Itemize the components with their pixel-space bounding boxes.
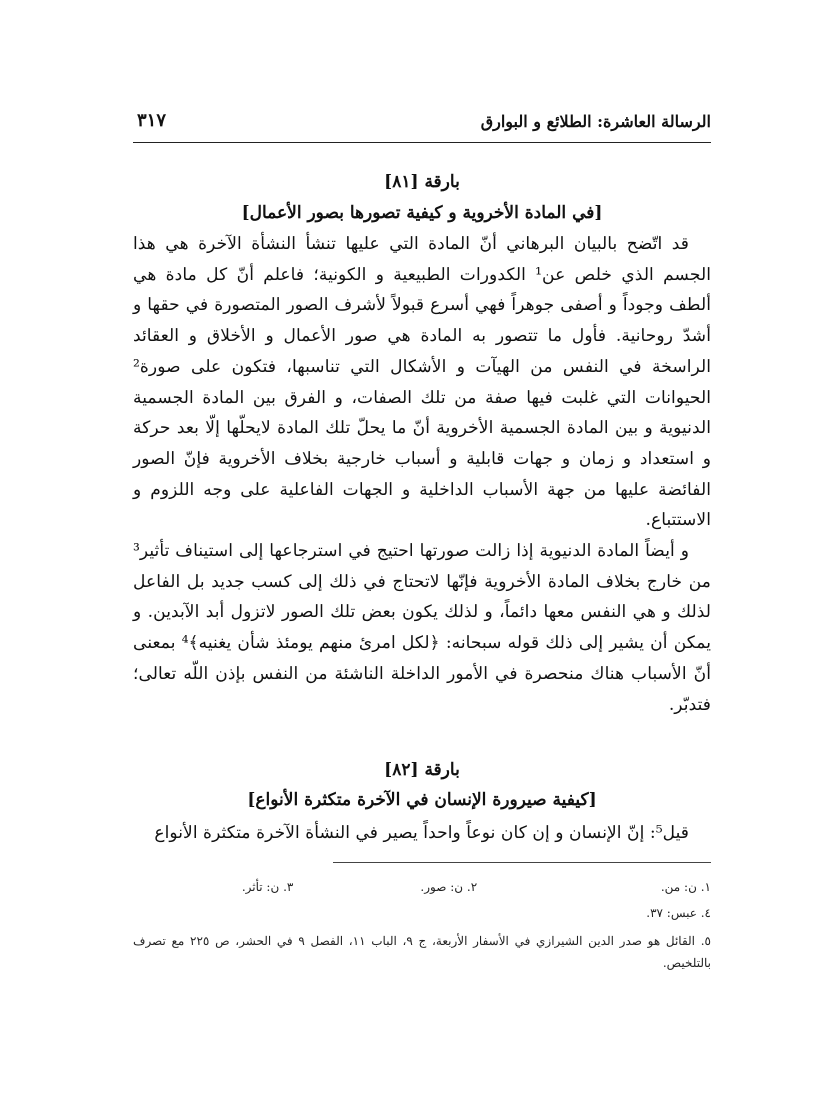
section-body-81: [133, 229, 711, 720]
section-title-82: [كيفية صيرورة الإنسان في الآخرة متكثرة الأنواع]: [247, 790, 597, 810]
footnote-divider: [333, 862, 711, 863]
page-number: ۳۱۷: [137, 110, 167, 131]
section-label-82: بارقة [۸۲]: [384, 760, 460, 780]
paragraph: قيل⁵: إنّ الإنسان و إن كان نوعاً واحداً يصير في النشأة الآخرة متكثرة الأنواع: [154, 823, 689, 843]
paragraph: و أيضاً المادة الدنيوية إذا زالت صورتها احتيج في استرجاعها إلى استيناف تأثير³ من خارج بخلاف المادة الأخروية فإنّها لاتحتاج في ذلك إلى كسب جديد بل الفاعل لذلك و هي النفس معها دائماً، و لذلك يكون بعض تلك الصور لاتزول أبد الآبدين. و يمكن أن يشير إلى ذلك قوله سبحانه: ﴿لكل امرئ منهم يومئذ شأن يغنيه﴾⁴ بمعنى أنّ الأسباب هناك منحصرة في الأمور الداخلة الناشئة من النفس بإذن اللّه تعالى؛ فتدبّر.: [133, 541, 711, 715]
footnote-5: ٥. القائل هو صدر الدين الشيرازي في الأسفار الأربعة، ج ۹، الباب ۱۱، الفصل ۹ في الحشر، ص ۲۲٥ مع تصرف بالتلخيص.: [133, 934, 711, 970]
footnotes-row-1: [133, 880, 711, 894]
section-body-82: [133, 818, 711, 849]
section-label-81: بارقة [۸۱]: [384, 172, 460, 192]
paragraph: قد اتّضح بالبيان البرهاني أنّ المادة التي عليها تنشأ النشأة الآخرة هي هذا الجسم الذي خلص عن¹ الكدورات الطبيعية و الكونية؛ فاعلم أنّ كل مادة هي ألطف وجوداً و أصفى جوهراً فهي أسرع قبولاً لأشرف الصور المتصورة في حقها و أشدّ روحانية. فأول ما تتصور به المادة هي صور الأعمال و الأخلاق و العقائد الراسخة في النفس من الهيآت و الأشكال التي تناسبها، فتكون على صورة² الحيوانات التي غلبت فيها صفة من تلك الصفات، و الفرق بين المادة الجسمية الدنيوية و بين المادة الجسمية الأخروية أنّ ما يحلّ تلك المادة لايحلّها إلّا بعد حركة و استعداد و زمان و جهات قابلية و أسباب خارجية بخلاف الأخروية فإنّ الصور الفائضة عليها من جهة الأسباب الداخلية و الجهات الفاعلية على وجه اللزوم و الاستتباع.: [133, 234, 712, 531]
footnote-3: ۳. ن: تأثر.: [241, 880, 294, 894]
header-title: الرسالة العاشرة: الطلائع و البوارق: [480, 112, 711, 131]
running-header: [133, 108, 711, 143]
footnote-1: ۱. ن: من.: [660, 880, 711, 894]
section-title-81: [في المادة الأخروية و كيفية تصورها بصور الأعمال]: [241, 203, 603, 223]
footnote-2: ۲. ن: صور.: [420, 880, 478, 894]
footnote-4: ٤. عبس: ۳۷.: [646, 906, 711, 920]
